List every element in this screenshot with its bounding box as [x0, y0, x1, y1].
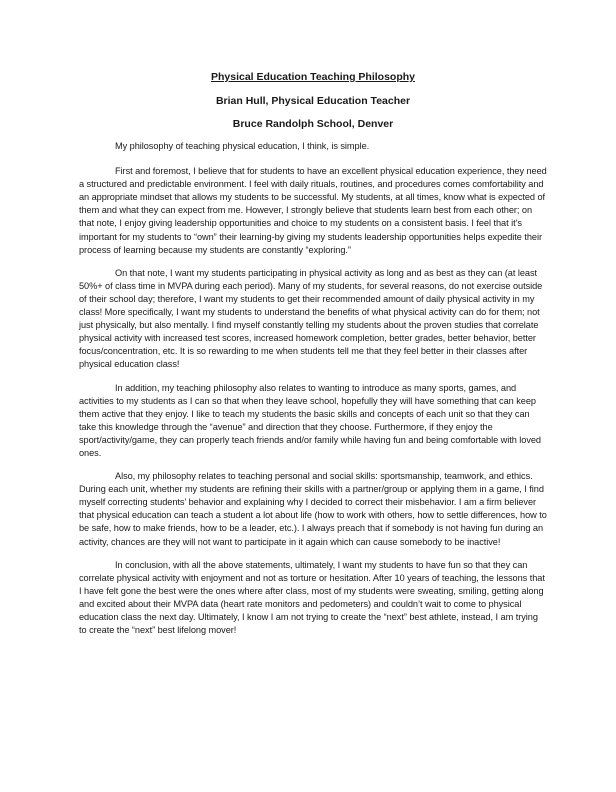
paragraph-conclusion: In conclusion, with all the above statements, ultimately, I want my students to have fun so that they can correlate physical activity with enjoyment and not as torture or hesitation. After 10 years of teaching, the lessons that I have felt gone the best were the ones where after class, most of my students were sweating, smiling, getting along and excited about their MVPA data (heart rate monitors and pedometers) and couldn’t wait to come to physical education class the next day. Ultimately, I know I am not trying to create the “next” best athlete, instead, I am trying to create the “next” best lifelong mover! — [79, 559, 545, 636]
paragraph-intro: My philosophy of teaching physical education, I think, is simple. — [115, 141, 370, 151]
paragraph-social-skills: Also, my philosophy relates to teaching personal and social skills: sportsmanship, teamwork, and ethics. During each unit, whether my students are refining their skills with a partner/group or applying them in a game, I find myself correcting students’ behavior and explaining why I decided to correct their misbehavior. I am a firm believer that physical education can teach a student a lot about life (how to work with others, how to settle differences, how to be safe, how to make friends, how to be a leader, etc.). I always preach that if somebody is not having fun during an activity, chances are they will not want to participate in it again which can cause somebody to be inactive! — [79, 471, 547, 547]
paragraph-sports: In addition, my teaching philosophy also relates to wanting to introduce as many sports, games, and activities to my students as I can so that when they leave school, hopefully they will have something that can keep them active that they enjoy. I like to teach my students the basic skills and concepts of each unit so that they can take this knowledge through the “avenue” and direction that they choose. Furthermore, if they enjoy the sport/activity/game, they can properly teach friends and/or family while having fun and being comfortable with loved ones. — [79, 382, 541, 458]
author-line: Brian Hull, Physical Education Teacher — [215, 95, 411, 107]
document-page — [79, 70, 547, 647]
paragraph-structure: First and foremost, I believe that for students to have an excellent physical education experience, they need a structured and predictable environment. I feel with daily rituals, routines, and procedures comes comfortability and an appropriate mindset that allows my students to be successful. My students, at all times, know what is expected of them and what they can expect from me. However, I strongly believe that students learn best from each other; on that note, I enjoy giving leadership opportunities and choice to my students on a consistent basis. I feel that it’s important for my students to “own” their learning-by giving my students leadership opportunities helps expedite their process of learning because my students are constantly “exploring.” — [79, 166, 547, 255]
document-title: Physical Education Teaching Philosophy — [210, 71, 415, 83]
school-line: Bruce Randolph School, Denver — [232, 118, 394, 130]
paragraph-activity: On that note, I want my students participating in physical activity as long and as best as they can (at least 50%+ of class time in MVPA during each period). Many of my students, for several reasons, do not exercise outside of their school day; therefore, I want my students to get their recommended amount of daily physical activity in my class! More specifically, I want my students to understand the benefits of what physical activity can do for them; not just physically, but also mentally. I find myself constantly telling my students about the proven studies that correlate physical activity with increased test scores, increased homework completion, better grades, better behavior, better focus/concentration, etc. It is so rewarding to me when students tell me that they feel better in their classes after physical education class! — [79, 267, 543, 370]
